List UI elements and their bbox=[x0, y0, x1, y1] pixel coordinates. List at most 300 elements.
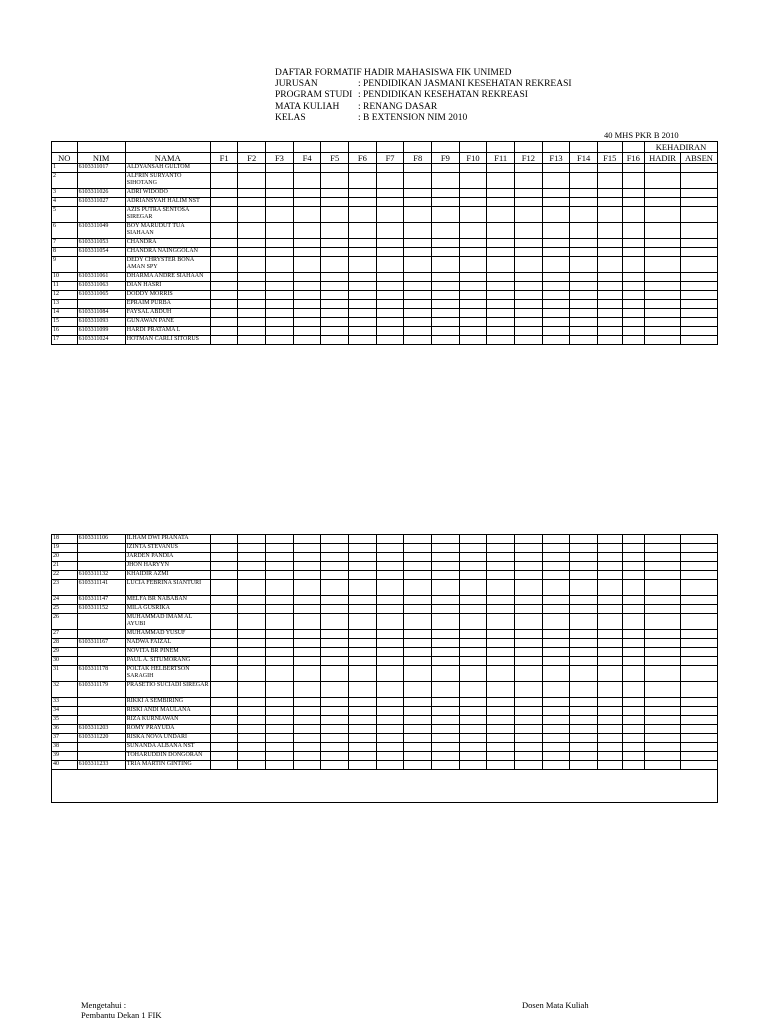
attendance-cell bbox=[266, 164, 294, 173]
attendance-cell bbox=[321, 648, 349, 657]
no-cell: 10 bbox=[52, 273, 78, 282]
hadir-cell bbox=[645, 666, 681, 682]
attendance-cell bbox=[542, 743, 570, 752]
footer-dosen: Dosen Mata Kuliah bbox=[522, 1000, 589, 1010]
header-row-mata-kuliah bbox=[275, 102, 572, 113]
attendance-cell bbox=[432, 207, 460, 223]
f-header: F9 bbox=[432, 153, 460, 164]
attendance-cell bbox=[542, 239, 570, 248]
attendance-cell bbox=[404, 164, 432, 173]
no-cell: 17 bbox=[52, 336, 78, 345]
attendance-cell bbox=[210, 639, 238, 648]
attendance-cell bbox=[570, 614, 598, 630]
attendance-cell bbox=[597, 553, 622, 562]
attendance-cell bbox=[515, 666, 543, 682]
attendance-cell bbox=[404, 605, 432, 614]
attendance-cell bbox=[321, 535, 349, 544]
attendance-cell bbox=[515, 605, 543, 614]
no-cell: 20 bbox=[52, 553, 78, 562]
attendance-cell bbox=[622, 734, 645, 743]
attendance-cell bbox=[349, 761, 377, 770]
attendance-cell bbox=[210, 580, 238, 596]
attendance-cell bbox=[570, 248, 598, 257]
attendance-cell bbox=[515, 630, 543, 639]
hadir-cell bbox=[645, 273, 681, 282]
f-header: F11 bbox=[487, 153, 515, 164]
absen-cell bbox=[680, 752, 717, 761]
attendance-cell bbox=[622, 630, 645, 639]
attendance-cell bbox=[487, 698, 515, 707]
nim-cell: 6103311132 bbox=[77, 571, 125, 580]
table-row bbox=[52, 639, 718, 648]
hadir-cell bbox=[645, 207, 681, 223]
attendance-cell bbox=[597, 273, 622, 282]
attendance-cell bbox=[349, 257, 377, 273]
attendance-cell bbox=[570, 257, 598, 273]
no-cell: 21 bbox=[52, 562, 78, 571]
nama-cell: ADRI WIDODO bbox=[125, 189, 210, 198]
attendance-cell bbox=[459, 734, 487, 743]
attendance-cell bbox=[321, 553, 349, 562]
absen-cell bbox=[680, 682, 717, 698]
nim-cell bbox=[77, 698, 125, 707]
attendance-cell bbox=[349, 698, 377, 707]
attendance-cell bbox=[515, 164, 543, 173]
nim-cell bbox=[77, 173, 125, 189]
attendance-cell bbox=[376, 752, 404, 761]
hadir-cell bbox=[645, 716, 681, 725]
hadir-cell bbox=[645, 743, 681, 752]
nama-cell: ILHAM DWI PRANATA bbox=[125, 535, 210, 544]
f-header: F12 bbox=[515, 153, 543, 164]
no-cell: 40 bbox=[52, 761, 78, 770]
attendance-cell bbox=[404, 657, 432, 666]
attendance-cell bbox=[210, 666, 238, 682]
attendance-cell bbox=[293, 734, 321, 743]
no-cell: 1 bbox=[52, 164, 78, 173]
attendance-cell bbox=[515, 752, 543, 761]
attendance-cell bbox=[266, 291, 294, 300]
nama-cell: SUNANDA ALBANA NST bbox=[125, 743, 210, 752]
attendance-cell bbox=[542, 698, 570, 707]
attendance-cell bbox=[515, 657, 543, 666]
attendance-cell bbox=[266, 248, 294, 257]
attendance-cell bbox=[459, 596, 487, 605]
attendance-cell bbox=[622, 571, 645, 580]
attendance-cell bbox=[542, 630, 570, 639]
attendance-cell bbox=[321, 173, 349, 189]
f-header: F4 bbox=[293, 153, 321, 164]
attendance-cell bbox=[376, 630, 404, 639]
attendance-cell bbox=[210, 198, 238, 207]
attendance-cell bbox=[349, 666, 377, 682]
attendance-cell bbox=[238, 630, 266, 639]
attendance-cell bbox=[321, 562, 349, 571]
attendance-cell bbox=[515, 257, 543, 273]
attendance-cell bbox=[597, 580, 622, 596]
attendance-cell bbox=[266, 639, 294, 648]
table-row bbox=[52, 309, 718, 318]
attendance-cell bbox=[515, 239, 543, 248]
attendance-cell bbox=[210, 173, 238, 189]
attendance-cell bbox=[542, 605, 570, 614]
attendance-cell bbox=[404, 648, 432, 657]
attendance-cell bbox=[432, 223, 460, 239]
attendance-cell bbox=[293, 605, 321, 614]
attendance-cell bbox=[487, 596, 515, 605]
attendance-cell bbox=[349, 553, 377, 562]
table-row bbox=[52, 164, 718, 173]
attendance-cell bbox=[570, 309, 598, 318]
attendance-cell bbox=[515, 562, 543, 571]
nama-cell: PRASETIO SUCIADI SIREGAR bbox=[125, 682, 210, 698]
attendance-cell bbox=[432, 309, 460, 318]
no-cell: 11 bbox=[52, 282, 78, 291]
nama-cell: EPRAIM PURBA bbox=[125, 300, 210, 309]
absen-cell bbox=[680, 223, 717, 239]
attendance-cell bbox=[459, 648, 487, 657]
attendance-cell bbox=[622, 725, 645, 734]
nim-cell bbox=[77, 743, 125, 752]
attendance-cell bbox=[570, 318, 598, 327]
no-cell: 13 bbox=[52, 300, 78, 309]
attendance-cell bbox=[487, 571, 515, 580]
nim-cell: 6103311084 bbox=[77, 309, 125, 318]
attendance-cell bbox=[542, 198, 570, 207]
attendance-cell bbox=[238, 752, 266, 761]
attendance-cell bbox=[459, 282, 487, 291]
nim-header: NIM bbox=[77, 153, 125, 164]
attendance-cell bbox=[210, 327, 238, 336]
attendance-cell bbox=[349, 164, 377, 173]
attendance-cell bbox=[542, 300, 570, 309]
hadir-cell bbox=[645, 248, 681, 257]
attendance-cell bbox=[622, 752, 645, 761]
table-row bbox=[52, 189, 718, 198]
hadir-cell bbox=[645, 596, 681, 605]
absen-cell bbox=[680, 173, 717, 189]
attendance-cell bbox=[570, 682, 598, 698]
nim-cell bbox=[77, 648, 125, 657]
attendance-cell bbox=[210, 207, 238, 223]
attendance-cell bbox=[432, 291, 460, 300]
no-cell: 23 bbox=[52, 580, 78, 596]
nim-cell: 6103311061 bbox=[77, 273, 125, 282]
attendance-cell bbox=[293, 630, 321, 639]
attendance-cell bbox=[597, 327, 622, 336]
attendance-cell bbox=[376, 309, 404, 318]
attendance-cell bbox=[266, 657, 294, 666]
f-header: F14 bbox=[570, 153, 598, 164]
attendance-cell bbox=[210, 614, 238, 630]
attendance-cell bbox=[432, 257, 460, 273]
attendance-cell bbox=[622, 648, 645, 657]
attendance-cell bbox=[432, 648, 460, 657]
nama-cell: CHANDRA NAINGGOLAN bbox=[125, 248, 210, 257]
header-label: PROGRAM STUDI bbox=[275, 90, 353, 101]
attendance-cell bbox=[542, 164, 570, 173]
nim-cell: 6103311093 bbox=[77, 318, 125, 327]
hadir-cell bbox=[645, 173, 681, 189]
attendance-cell bbox=[570, 596, 598, 605]
attendance-cell bbox=[487, 648, 515, 657]
hadir-cell bbox=[645, 553, 681, 562]
attendance-cell bbox=[321, 743, 349, 752]
attendance-cell bbox=[238, 698, 266, 707]
attendance-cell bbox=[266, 562, 294, 571]
attendance-cell bbox=[515, 707, 543, 716]
document-header bbox=[275, 68, 572, 124]
attendance-cell bbox=[266, 734, 294, 743]
nama-cell: MELFA BR NABABAN bbox=[125, 596, 210, 605]
attendance-cell bbox=[459, 223, 487, 239]
table-row bbox=[52, 223, 718, 239]
attendance-cell bbox=[210, 189, 238, 198]
attendance-cell bbox=[570, 239, 598, 248]
f-header: F5 bbox=[321, 153, 349, 164]
attendance-cell bbox=[266, 189, 294, 198]
header-value: : PENDIDIKAN JASMANI KESEHATAN REKREASI bbox=[358, 79, 572, 90]
attendance-cell bbox=[266, 223, 294, 239]
attendance-cell bbox=[266, 698, 294, 707]
attendance-cell bbox=[210, 318, 238, 327]
attendance-cell bbox=[487, 752, 515, 761]
attendance-cell bbox=[487, 666, 515, 682]
attendance-cell bbox=[321, 300, 349, 309]
table-row bbox=[52, 571, 718, 580]
attendance-cell bbox=[542, 639, 570, 648]
attendance-cell bbox=[266, 716, 294, 725]
attendance-cell bbox=[238, 553, 266, 562]
attendance-cell bbox=[376, 164, 404, 173]
document-title: DAFTAR FORMATIF HADIR MAHASISWA FIK UNIMED bbox=[275, 68, 512, 78]
attendance-cell bbox=[459, 257, 487, 273]
attendance-cell bbox=[542, 553, 570, 562]
nama-cell: PAUL A. SITUMORANG bbox=[125, 657, 210, 666]
attendance-cell bbox=[459, 761, 487, 770]
attendance-cell bbox=[376, 698, 404, 707]
attendance-cell bbox=[238, 544, 266, 553]
attendance-cell bbox=[238, 725, 266, 734]
nim-cell: 6103311027 bbox=[77, 198, 125, 207]
attendance-cell bbox=[487, 630, 515, 639]
no-cell: 37 bbox=[52, 734, 78, 743]
attendance-cell bbox=[321, 189, 349, 198]
attendance-cell bbox=[597, 300, 622, 309]
attendance-cell bbox=[570, 666, 598, 682]
table-row bbox=[52, 239, 718, 248]
attendance-cell bbox=[293, 639, 321, 648]
attendance-cell bbox=[487, 223, 515, 239]
hadir-cell bbox=[645, 725, 681, 734]
table-row bbox=[52, 198, 718, 207]
no-cell: 8 bbox=[52, 248, 78, 257]
attendance-cell bbox=[349, 596, 377, 605]
attendance-cell bbox=[432, 189, 460, 198]
attendance-cell bbox=[238, 257, 266, 273]
attendance-cell bbox=[597, 562, 622, 571]
attendance-cell bbox=[293, 716, 321, 725]
attendance-cell bbox=[376, 761, 404, 770]
attendance-cell bbox=[459, 630, 487, 639]
attendance-cell bbox=[570, 707, 598, 716]
attendance-cell bbox=[376, 605, 404, 614]
hadir-cell bbox=[645, 223, 681, 239]
attendance-cell bbox=[321, 630, 349, 639]
attendance-cell bbox=[238, 596, 266, 605]
f-header: F6 bbox=[349, 153, 377, 164]
attendance-cell bbox=[570, 273, 598, 282]
attendance-cell bbox=[293, 309, 321, 318]
absen-cell bbox=[680, 164, 717, 173]
attendance-cell bbox=[404, 282, 432, 291]
no-cell: 33 bbox=[52, 698, 78, 707]
attendance-cell bbox=[459, 639, 487, 648]
attendance-cell bbox=[432, 580, 460, 596]
attendance-cell bbox=[542, 682, 570, 698]
attendance-cell bbox=[321, 580, 349, 596]
attendance-cell bbox=[622, 173, 645, 189]
hadir-cell bbox=[645, 657, 681, 666]
attendance-cell bbox=[321, 273, 349, 282]
hadir-cell bbox=[645, 752, 681, 761]
attendance-cell bbox=[432, 716, 460, 725]
hadir-cell bbox=[645, 535, 681, 544]
attendance-cell bbox=[376, 707, 404, 716]
hadir-cell bbox=[645, 239, 681, 248]
attendance-cell bbox=[570, 535, 598, 544]
attendance-cell bbox=[622, 198, 645, 207]
f-header: F8 bbox=[404, 153, 432, 164]
attendance-cell bbox=[459, 239, 487, 248]
attendance-cell bbox=[293, 666, 321, 682]
absen-cell bbox=[680, 198, 717, 207]
attendance-cell bbox=[487, 309, 515, 318]
attendance-cell bbox=[376, 657, 404, 666]
attendance-cell bbox=[597, 239, 622, 248]
attendance-cell bbox=[349, 580, 377, 596]
no-cell: 22 bbox=[52, 571, 78, 580]
attendance-cell bbox=[570, 164, 598, 173]
table-row bbox=[52, 535, 718, 544]
attendance-cell bbox=[210, 743, 238, 752]
attendance-cell bbox=[622, 189, 645, 198]
attendance-cell bbox=[210, 725, 238, 734]
attendance-cell bbox=[238, 207, 266, 223]
table-row bbox=[52, 291, 718, 300]
no-cell: 15 bbox=[52, 318, 78, 327]
attendance-cell bbox=[321, 707, 349, 716]
attendance-cell bbox=[570, 173, 598, 189]
attendance-cell bbox=[293, 553, 321, 562]
table-row bbox=[52, 752, 718, 761]
attendance-cell bbox=[542, 562, 570, 571]
attendance-cell bbox=[432, 300, 460, 309]
nama-cell: DIAN HASRI bbox=[125, 282, 210, 291]
table-row bbox=[52, 173, 718, 189]
attendance-cell bbox=[210, 282, 238, 291]
table-body bbox=[52, 535, 718, 770]
table-row bbox=[52, 605, 718, 614]
nim-cell: 6103311141 bbox=[77, 580, 125, 596]
attendance-cell bbox=[622, 707, 645, 716]
attendance-cell bbox=[570, 544, 598, 553]
attendance-cell bbox=[376, 666, 404, 682]
attendance-cell bbox=[376, 553, 404, 562]
attendance-cell bbox=[266, 300, 294, 309]
header-row bbox=[52, 153, 718, 164]
attendance-cell bbox=[597, 707, 622, 716]
attendance-cell bbox=[542, 257, 570, 273]
attendance-cell bbox=[376, 571, 404, 580]
attendance-cell bbox=[293, 327, 321, 336]
nama-cell: NOVITA BR PINEM bbox=[125, 648, 210, 657]
attendance-cell bbox=[266, 273, 294, 282]
attendance-cell bbox=[622, 282, 645, 291]
attendance-cell bbox=[404, 207, 432, 223]
attendance-cell bbox=[404, 596, 432, 605]
attendance-cell bbox=[293, 562, 321, 571]
attendance-cell bbox=[622, 248, 645, 257]
no-cell: 25 bbox=[52, 605, 78, 614]
attendance-cell bbox=[293, 752, 321, 761]
attendance-cell bbox=[622, 553, 645, 562]
nim-cell: 6103311152 bbox=[77, 605, 125, 614]
attendance-cell bbox=[487, 291, 515, 300]
no-cell: 6 bbox=[52, 223, 78, 239]
attendance-cell bbox=[238, 173, 266, 189]
attendance-cell bbox=[404, 698, 432, 707]
attendance-cell bbox=[432, 173, 460, 189]
attendance-cell bbox=[321, 239, 349, 248]
attendance-cell bbox=[404, 198, 432, 207]
attendance-cell bbox=[266, 544, 294, 553]
attendance-cell bbox=[238, 198, 266, 207]
attendance-cell bbox=[515, 291, 543, 300]
attendance-cell bbox=[597, 648, 622, 657]
attendance-cell bbox=[238, 761, 266, 770]
attendance-cell bbox=[622, 164, 645, 173]
attendance-cell bbox=[570, 761, 598, 770]
attendance-cell bbox=[597, 207, 622, 223]
attendance-cell bbox=[459, 562, 487, 571]
absen-cell bbox=[680, 207, 717, 223]
absen-cell bbox=[680, 707, 717, 716]
attendance-cell bbox=[515, 761, 543, 770]
nama-cell: ADRIANSYAH HALIM NST bbox=[125, 198, 210, 207]
f-header: F3 bbox=[266, 153, 294, 164]
attendance-cell bbox=[293, 248, 321, 257]
attendance-cell bbox=[570, 223, 598, 239]
table-blank-area bbox=[52, 770, 718, 803]
hadir-cell bbox=[645, 309, 681, 318]
attendance-cell bbox=[376, 300, 404, 309]
attendance-cell bbox=[376, 544, 404, 553]
attendance-cell bbox=[349, 223, 377, 239]
attendance-cell bbox=[622, 743, 645, 752]
attendance-cell bbox=[321, 164, 349, 173]
absen-cell bbox=[680, 734, 717, 743]
attendance-cell bbox=[349, 239, 377, 248]
nama-cell: AZIS PUTRA SENTOSA SIREGAR bbox=[125, 207, 210, 223]
attendance-cell bbox=[238, 273, 266, 282]
attendance-cell bbox=[349, 173, 377, 189]
no-cell: 28 bbox=[52, 639, 78, 648]
attendance-cell bbox=[542, 327, 570, 336]
attendance-cell bbox=[321, 248, 349, 257]
absen-cell bbox=[680, 571, 717, 580]
footer-pembantu-dekan: Pembantu Dekan 1 FIK bbox=[81, 1010, 162, 1020]
